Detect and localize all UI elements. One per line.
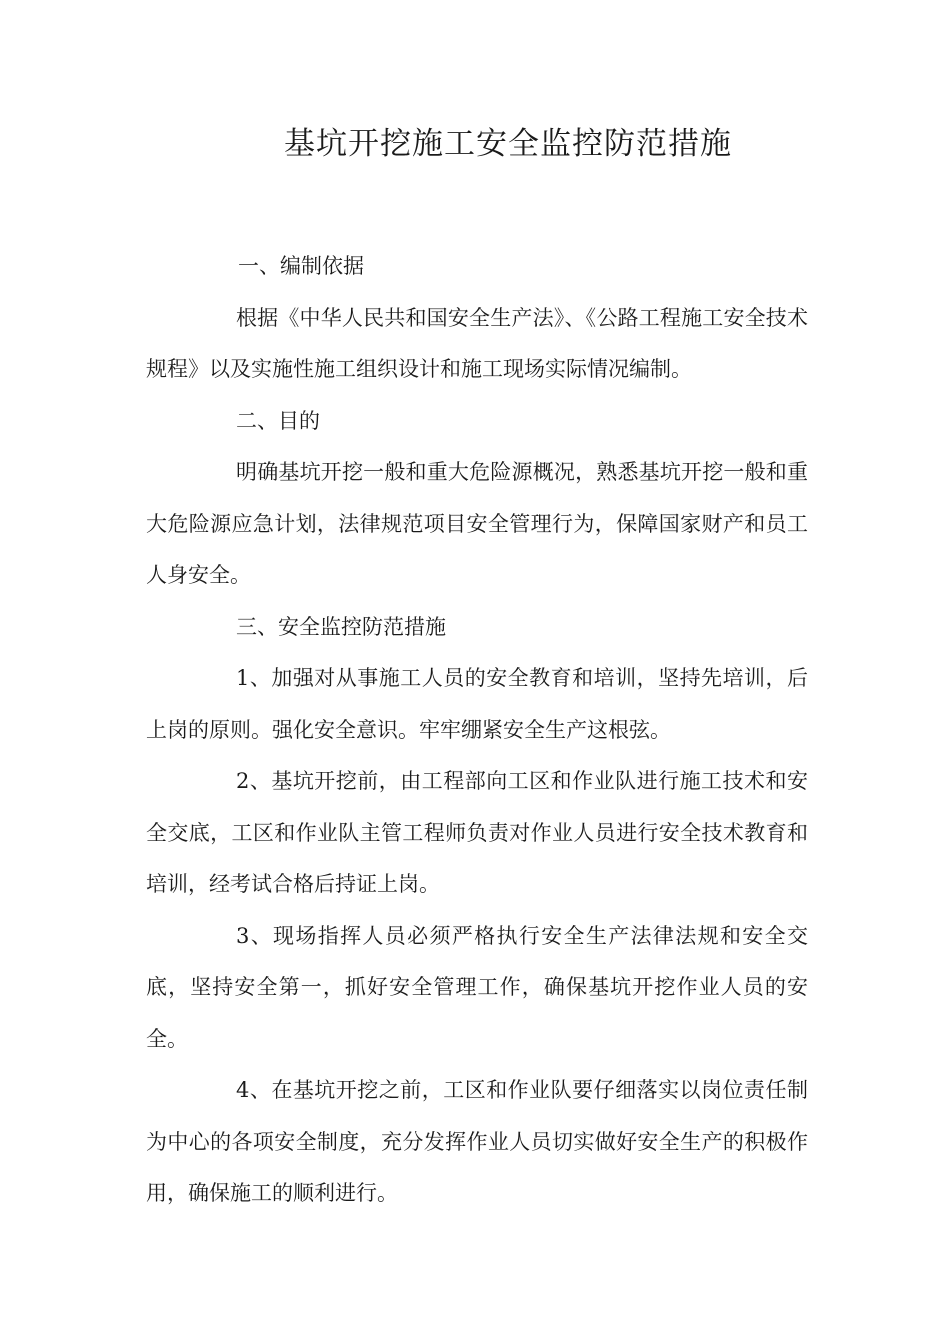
paragraph-measure-2: 2、基坑开挖前，由工程部向工区和作业队进行施工技术和安全交底，工区和作业队主管工程师负责对作业人员进行安全技术教育和培训，经考试合格后持证上岗。	[146, 769, 808, 896]
paragraph-measure-3: 3、现场指挥人员必须严格执行安全生产法律法规和安全交底，坚持安全第一，抓好安全管理工作，确保基坑开挖作业人员的安全。	[146, 923, 808, 1051]
paragraph-measure-4: 4、在基坑开挖之前，工区和作业队要仔细落实以岗位责任制为中心的各项安全制度，充分发挥作业人员切实做好安全生产的积极作用，确保施工的顺利进行。	[146, 1078, 808, 1205]
section-heading-purpose: 二、目的	[236, 408, 320, 433]
paragraph-measure-1: 1、加强对从事施工人员的安全教育和培训，坚持先培训，后上岗的原则。强化安全意识。牢牢绷紧安全生产这根弦。	[146, 666, 808, 742]
document-title: 基坑开挖施工安全监控防范措施	[284, 126, 732, 162]
section-heading-basis: 一、编制依据	[238, 254, 364, 278]
section-heading-measures: 三、安全监控防范措施	[236, 614, 446, 639]
paragraph-purpose: 明确基坑开挖一般和重大危险源概况，熟悉基坑开挖一般和重大危险源应急计划，法律规范项目安全管理行为，保障国家财产和员工人身安全。	[146, 460, 808, 587]
document-body	[146, 241, 808, 1220]
paragraph-basis: 根据《中华人民共和国安全生产法》、《公路工程施工安全技术规程》以及实施性施工组织设计和施工现场实际情况编制。	[146, 305, 808, 381]
